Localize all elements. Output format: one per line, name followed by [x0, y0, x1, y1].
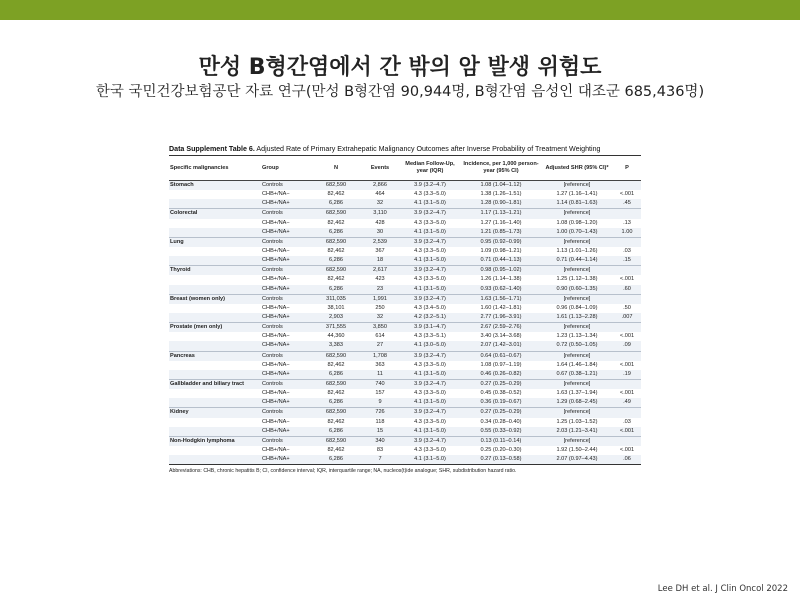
table-cell: 682,590: [311, 266, 361, 276]
header-cell: Specific malignancies: [169, 156, 261, 181]
table-cell: 1,708: [361, 351, 399, 361]
table-cell: [reference]: [541, 294, 613, 304]
malignancy-cell: Colorectal: [169, 209, 261, 219]
table-cell: CHB+/NA−: [262, 248, 290, 255]
table-row: [169, 181, 641, 191]
top-accent-bar: [0, 0, 800, 20]
table-cell: 1.25 (1.12–1.38): [556, 276, 598, 283]
table-cell: CHB+/NA+: [261, 455, 311, 465]
malignancy-cell: [169, 341, 261, 351]
table-cell: [reference]: [541, 266, 613, 276]
table-cell: Controls: [261, 266, 311, 276]
malignancy-cell: [169, 332, 261, 341]
table-cell: 6,286: [311, 455, 361, 465]
table-cell: CHB+/NA−: [262, 447, 290, 453]
table-cell: 0.55 (0.33–0.92): [461, 427, 541, 437]
table-cell: 3.40 (3.14–3.68): [480, 333, 522, 340]
header-cell: N: [311, 156, 361, 181]
table-cell: 4.1 (3.1–5.0): [399, 285, 461, 295]
malignancy-cell: [169, 361, 261, 370]
table-cell: 1.64 (1.46–1.84): [556, 361, 598, 368]
malignancy-cell: Kidney: [169, 408, 261, 418]
table-cell: 1.28 (0.90–1.81): [461, 199, 541, 209]
table-cell: 6,286: [311, 398, 361, 408]
table-cell: 0.71 (0.44–1.13): [461, 256, 541, 266]
table-row: [169, 341, 641, 351]
table-cell: 2,617: [361, 266, 399, 276]
table-cell: 682,590: [311, 408, 361, 418]
table-row: [169, 228, 641, 238]
malignancy-cell: [169, 455, 261, 465]
table-cell: 32: [361, 313, 399, 323]
malignancy-cell: [169, 398, 261, 408]
header-cell: P: [613, 156, 641, 181]
table-cell: [613, 294, 641, 304]
table-cell: .09: [613, 341, 641, 351]
table-cell: 157: [375, 390, 385, 397]
table-cell: Controls: [261, 408, 311, 418]
table-cell: 726: [361, 408, 399, 418]
table-cell: 0.72 (0.50–1.05): [541, 341, 613, 351]
table-cell: 0.96 (0.84–1.09): [556, 304, 598, 311]
table-cell: [reference]: [541, 181, 613, 191]
malignancy-cell: [169, 304, 261, 313]
table-cell: 682,590: [311, 237, 361, 247]
malignancy-cell: [169, 389, 261, 398]
table-cell: <.001: [619, 390, 635, 397]
malignancy-cell: Stomach: [169, 181, 261, 191]
table-row: [169, 294, 641, 304]
table-cell: [613, 351, 641, 361]
table-cell: <.001: [619, 361, 635, 368]
table-cell: [613, 237, 641, 247]
malignancy-cell: [169, 219, 261, 228]
table-cell: 0.45 (0.38–0.52): [480, 390, 522, 397]
table-cell: 2,903: [311, 313, 361, 323]
table-cell: 367: [375, 248, 385, 255]
table-cell: 1.63 (1.56–1.71): [461, 294, 541, 304]
table-cell: 4.1 (3.1–5.0): [399, 256, 461, 266]
table-cell: 1.21 (0.85–1.73): [461, 228, 541, 238]
table-cell: 3.9 (3.2–4.7): [399, 436, 461, 446]
table-cell: 7: [361, 455, 399, 465]
table-row: [169, 436, 641, 446]
table-cell: [613, 436, 641, 446]
table-cell: 1.14 (0.81–1.63): [541, 199, 613, 209]
table-cell: .13: [623, 219, 631, 226]
table-cell: 1.63 (1.37–1.94): [556, 390, 598, 397]
table-cell: CHB+/NA+: [261, 398, 311, 408]
table-cell: 4.1 (3.1–5.0): [399, 455, 461, 465]
table-cell: 0.34 (0.28–0.40): [480, 418, 522, 425]
table-cell: CHB+/NA−: [262, 191, 290, 198]
table-cell: 30: [361, 228, 399, 238]
table-cell: 1.25 (1.03–1.52): [556, 418, 598, 425]
table-cell: 682,590: [311, 436, 361, 446]
citation: Lee DH et al. J Clin Oncol 2022: [657, 584, 788, 594]
table-cell: 0.46 (0.26–0.82): [461, 370, 541, 380]
table-cell: CHB+/NA+: [261, 341, 311, 351]
table-cell: 4.3 (3.3–5.0): [414, 276, 446, 283]
malignancy-cell: Lung: [169, 237, 261, 247]
table-cell: 3.9 (3.2–4.7): [399, 181, 461, 191]
table-caption-text: Adjusted Rate of Primary Extrahepatic Malignancy Outcomes after Inverse Probability of Treatment Weighting: [254, 145, 601, 153]
table-cell: 9: [361, 398, 399, 408]
table-cell: 1.27 (1.16–1.41): [556, 191, 598, 198]
table-cell: CHB+/NA+: [261, 285, 311, 295]
table-cell: CHB+/NA+: [261, 256, 311, 266]
table-cell: 15: [361, 427, 399, 437]
table-cell: 2.07 (1.42–3.01): [461, 341, 541, 351]
table-row: [169, 427, 641, 437]
table-cell: 1.00 (0.70–1.43): [541, 228, 613, 238]
table-cell: [613, 181, 641, 191]
table-cell: CHB+/NA−: [262, 361, 290, 368]
table-cell: 1.60 (1.42–1.81): [480, 304, 522, 311]
table-cell: .06: [613, 455, 641, 465]
table-cell: 3,110: [361, 209, 399, 219]
table-cell: 1.92 (1.50–2.44): [556, 447, 598, 453]
table-cell: Controls: [261, 436, 311, 446]
table-caption-label: Data Supplement Table 6.: [169, 145, 255, 153]
table-cell: CHB+/NA−: [262, 304, 290, 311]
table-cell: 1.13 (1.01–1.26): [556, 248, 598, 255]
table-cell: 740: [361, 379, 399, 389]
table-row: [169, 361, 641, 370]
table-cell: [613, 209, 641, 219]
table-cell: 3.9 (3.2–4.7): [399, 237, 461, 247]
table-row: [169, 237, 641, 247]
table-cell: 3.9 (3.2–4.7): [399, 379, 461, 389]
table-cell: Controls: [261, 181, 311, 191]
table-cell: Controls: [261, 237, 311, 247]
malignancy-cell: [169, 228, 261, 238]
table-cell: 3.9 (3.2–4.7): [399, 294, 461, 304]
table-cell: 4.1 (3.1–5.0): [399, 199, 461, 209]
table-cell: 0.27 (0.13–0.58): [461, 455, 541, 465]
table-cell: 44,360: [327, 333, 345, 340]
malignancy-cell: [169, 427, 261, 437]
table-cell: CHB+/NA+: [261, 199, 311, 209]
table-cell: 4.3 (3.3–5.0): [414, 191, 446, 198]
table-cell: CHB+/NA−: [262, 276, 290, 283]
table-cell: 4.3 (3.3–5.0): [414, 219, 446, 226]
table-header-row: [169, 156, 641, 181]
table-cell: 4.3 (3.3–5.0): [414, 248, 446, 255]
table-cell: 1.00: [613, 228, 641, 238]
table-cell: 1.17 (1.13–1.21): [461, 209, 541, 219]
table-caption: [169, 145, 641, 156]
table-cell: 0.27 (0.25–0.29): [461, 408, 541, 418]
table-cell: 3.9 (3.2–4.7): [399, 266, 461, 276]
table-cell: [613, 379, 641, 389]
table-cell: 423: [375, 276, 385, 283]
table-row: [169, 285, 641, 295]
table-cell: 1.27 (1.16–1.40): [480, 219, 522, 226]
table-cell: 4.3 (3.3–5.0): [414, 418, 446, 425]
table-cell: 0.98 (0.95–1.02): [461, 266, 541, 276]
table-cell: .49: [613, 398, 641, 408]
header-cell: Incidence, per 1,000 person-year (95% CI): [461, 156, 541, 181]
table-cell: CHB+/NA+: [261, 228, 311, 238]
header-cell: Median Follow-Up, year (IQR): [399, 156, 461, 181]
table-cell: 1.08 (0.98–1.20): [556, 219, 598, 226]
table-cell: CHB+/NA−: [262, 390, 290, 397]
table-cell: Controls: [261, 323, 311, 333]
table-cell: <.001: [613, 427, 641, 437]
table-cell: Controls: [261, 209, 311, 219]
table-row: [169, 446, 641, 455]
table-cell: CHB+/NA+: [261, 313, 311, 323]
table-cell: 2.03 (1.21–3.41): [541, 427, 613, 437]
malignancy-cell: [169, 199, 261, 209]
table-cell: 1.23 (1.13–1.34): [556, 333, 598, 340]
table-cell: 0.95 (0.92–0.99): [461, 237, 541, 247]
table-cell: .45: [613, 199, 641, 209]
table-row: [169, 389, 641, 398]
table-row: [169, 256, 641, 266]
table-row: [169, 455, 641, 465]
table-cell: 38,101: [327, 304, 345, 311]
abbreviations-note: Abbreviations: CHB, chronic hepatitis B; CI, confidence interval; IQR, interquartile range; NA, nucleos(t)ide analogue; SHR, subdistribution hazard ratio.: [169, 468, 517, 475]
table-cell: 3.9 (3.2–4.7): [399, 351, 461, 361]
table-row: [169, 408, 641, 418]
table-cell: 4.2 (3.2–5.1): [399, 313, 461, 323]
table-row: [169, 313, 641, 323]
table-row: [169, 219, 641, 228]
table-cell: .19: [613, 370, 641, 380]
table-cell: 2.77 (1.96–3.91): [461, 313, 541, 323]
table-cell: 2.07 (0.97–4.43): [541, 455, 613, 465]
table-cell: 82,462: [327, 276, 345, 283]
table-cell: [reference]: [541, 351, 613, 361]
table-cell: <.001: [619, 333, 635, 340]
table-cell: 1.26 (1.14–1.38): [480, 276, 522, 283]
table-cell: 83: [376, 447, 384, 453]
table-cell: 371,555: [311, 323, 361, 333]
malignancy-cell: Thyroid: [169, 266, 261, 276]
table-cell: 3.9 (3.2–4.7): [399, 209, 461, 219]
table-cell: CHB+/NA−: [262, 418, 290, 425]
table-cell: 4.1 (3.0–5.0): [399, 341, 461, 351]
slide-subtitle: 한국 국민건강보험공단 자료 연구(만성 B형간염 90,944명, B형간염 음성인 대조군 685,436명): [95, 84, 705, 100]
table-cell: Controls: [261, 379, 311, 389]
table-cell: 0.93 (0.62–1.40): [461, 285, 541, 295]
table-cell: 23: [361, 285, 399, 295]
table-cell: 3,850: [361, 323, 399, 333]
table-row: [169, 266, 641, 276]
table-row: [169, 332, 641, 341]
table-cell: CHB+/NA−: [262, 333, 290, 340]
table-cell: 3,383: [311, 341, 361, 351]
malignancy-cell: [169, 247, 261, 256]
table-row: [169, 351, 641, 361]
table-cell: CHB+/NA−: [262, 219, 290, 226]
table-cell: [reference]: [541, 408, 613, 418]
table-cell: 82,462: [327, 447, 345, 453]
table-cell: 614: [375, 333, 385, 340]
malignancy-cell: [169, 190, 261, 199]
table-cell: 118: [375, 418, 385, 425]
table-cell: 682,590: [311, 379, 361, 389]
malignancy-cell: Prostate (men only): [169, 323, 261, 333]
malignancy-outcomes-table: [169, 156, 641, 465]
table-cell: [613, 266, 641, 276]
malignancy-cell: Breast (women only): [169, 294, 261, 304]
malignancy-cell: Non-Hodgkin lymphoma: [169, 436, 261, 446]
table-cell: 1.61 (1.13–2.28): [541, 313, 613, 323]
table-row: [169, 199, 641, 209]
malignancy-cell: [169, 256, 261, 266]
table-cell: 82,462: [327, 219, 345, 226]
table-cell: 11: [361, 370, 399, 380]
table-cell: 4.1 (3.1–5.0): [399, 427, 461, 437]
header-cell: Adjusted SHR (95% CI)*: [541, 156, 613, 181]
table-cell: CHB+/NA+: [261, 370, 311, 380]
table-cell: 0.13 (0.11–0.14): [461, 436, 541, 446]
table-cell: 32: [361, 199, 399, 209]
table-row: [169, 275, 641, 284]
malignancy-cell: [169, 285, 261, 295]
table-cell: 6,286: [311, 370, 361, 380]
table-cell: 1.38 (1.26–1.51): [480, 191, 522, 198]
table-cell: 82,462: [327, 191, 345, 198]
table-cell: [reference]: [541, 323, 613, 333]
table-cell: 82,462: [327, 361, 345, 368]
table-cell: 3.9 (3.1–4.7): [399, 323, 461, 333]
table-row: [169, 370, 641, 380]
table-cell: 1,991: [361, 294, 399, 304]
malignancy-cell: [169, 418, 261, 427]
table-cell: 82,462: [327, 390, 345, 397]
supplement-table-panel: [169, 145, 641, 474]
table-cell: 6,286: [311, 199, 361, 209]
malignancy-cell: [169, 446, 261, 455]
table-cell: .60: [613, 285, 641, 295]
table-cell: 311,035: [311, 294, 361, 304]
table-cell: 82,462: [327, 248, 345, 255]
table-row: [169, 247, 641, 256]
table-cell: 2,539: [361, 237, 399, 247]
table-cell: 6,286: [311, 285, 361, 295]
table-cell: 363: [375, 361, 385, 368]
table-cell: 682,590: [311, 181, 361, 191]
table-row: [169, 418, 641, 427]
table-cell: .03: [623, 418, 631, 425]
table-cell: <.001: [619, 276, 635, 283]
table-row: [169, 323, 641, 333]
table-cell: 2.67 (2.59–2.76): [461, 323, 541, 333]
table-cell: .03: [623, 248, 631, 255]
malignancy-cell: Gallbladder and biliary tract: [169, 379, 261, 389]
table-cell: 82,462: [327, 418, 345, 425]
table-cell: .50: [623, 304, 631, 311]
table-row: [169, 304, 641, 313]
table-cell: 1.29 (0.68–2.45): [541, 398, 613, 408]
header-cell: Events: [361, 156, 399, 181]
table-cell: [reference]: [541, 209, 613, 219]
table-cell: 4.3 (3.3–5.0): [414, 361, 446, 368]
slide-title: 만성 B형간염에서 간 밖의 암 발생 위험도: [198, 55, 602, 80]
table-cell: 2,866: [361, 181, 399, 191]
table-cell: 0.25 (0.20–0.30): [480, 447, 522, 453]
table-cell: [613, 408, 641, 418]
table-cell: 682,590: [311, 351, 361, 361]
table-cell: 3.9 (3.2–4.7): [399, 408, 461, 418]
table-row: [169, 398, 641, 408]
table-row: [169, 209, 641, 219]
table-row: [169, 379, 641, 389]
table-cell: Controls: [261, 294, 311, 304]
table-cell: 4.1 (3.1–5.0): [399, 370, 461, 380]
table-cell: 0.27 (0.25–0.29): [461, 379, 541, 389]
table-row: [169, 190, 641, 199]
table-cell: 682,590: [311, 209, 361, 219]
table-cell: .007: [613, 313, 641, 323]
table-cell: 1.08 (1.04–1.12): [461, 181, 541, 191]
malignancy-cell: [169, 275, 261, 284]
table-cell: 6,286: [311, 256, 361, 266]
table-cell: 0.36 (0.19–0.67): [461, 398, 541, 408]
table-cell: [reference]: [541, 237, 613, 247]
table-cell: 0.90 (0.60–1.35): [541, 285, 613, 295]
table-cell: .15: [613, 256, 641, 266]
table-cell: [reference]: [541, 379, 613, 389]
malignancy-cell: [169, 370, 261, 380]
table-cell: 0.71 (0.44–1.14): [541, 256, 613, 266]
table-cell: 4.3 (3.4–5.0): [414, 304, 446, 311]
table-cell: 6,286: [311, 427, 361, 437]
table-cell: 4.1 (3.1–5.0): [399, 398, 461, 408]
table-cell: 4.3 (3.3–5.0): [414, 447, 446, 453]
table-cell: 340: [361, 436, 399, 446]
table-cell: 4.3 (3.3–5.1): [414, 333, 446, 340]
table-cell: <.001: [619, 447, 635, 453]
table-cell: 428: [375, 219, 385, 226]
table-cell: 1.09 (0.98–1.21): [480, 248, 522, 255]
table-cell: 0.67 (0.38–1.21): [541, 370, 613, 380]
header-cell: Group: [261, 156, 311, 181]
table-body: [169, 181, 641, 465]
table-cell: 250: [375, 304, 385, 311]
table-cell: 18: [361, 256, 399, 266]
table-cell: <.001: [619, 191, 635, 198]
table-cell: CHB+/NA+: [261, 427, 311, 437]
table-cell: 464: [375, 191, 385, 198]
table-cell: [reference]: [541, 436, 613, 446]
table-cell: 27: [361, 341, 399, 351]
malignancy-cell: Pancreas: [169, 351, 261, 361]
table-cell: 6,286: [311, 228, 361, 238]
table-cell: 0.64 (0.61–0.67): [461, 351, 541, 361]
malignancy-cell: [169, 313, 261, 323]
table-cell: Controls: [261, 351, 311, 361]
table-cell: [613, 323, 641, 333]
table-cell: 4.3 (3.3–5.0): [414, 390, 446, 397]
table-cell: 4.1 (3.1–5.0): [399, 228, 461, 238]
table-cell: 1.08 (0.97–1.19): [480, 361, 522, 368]
